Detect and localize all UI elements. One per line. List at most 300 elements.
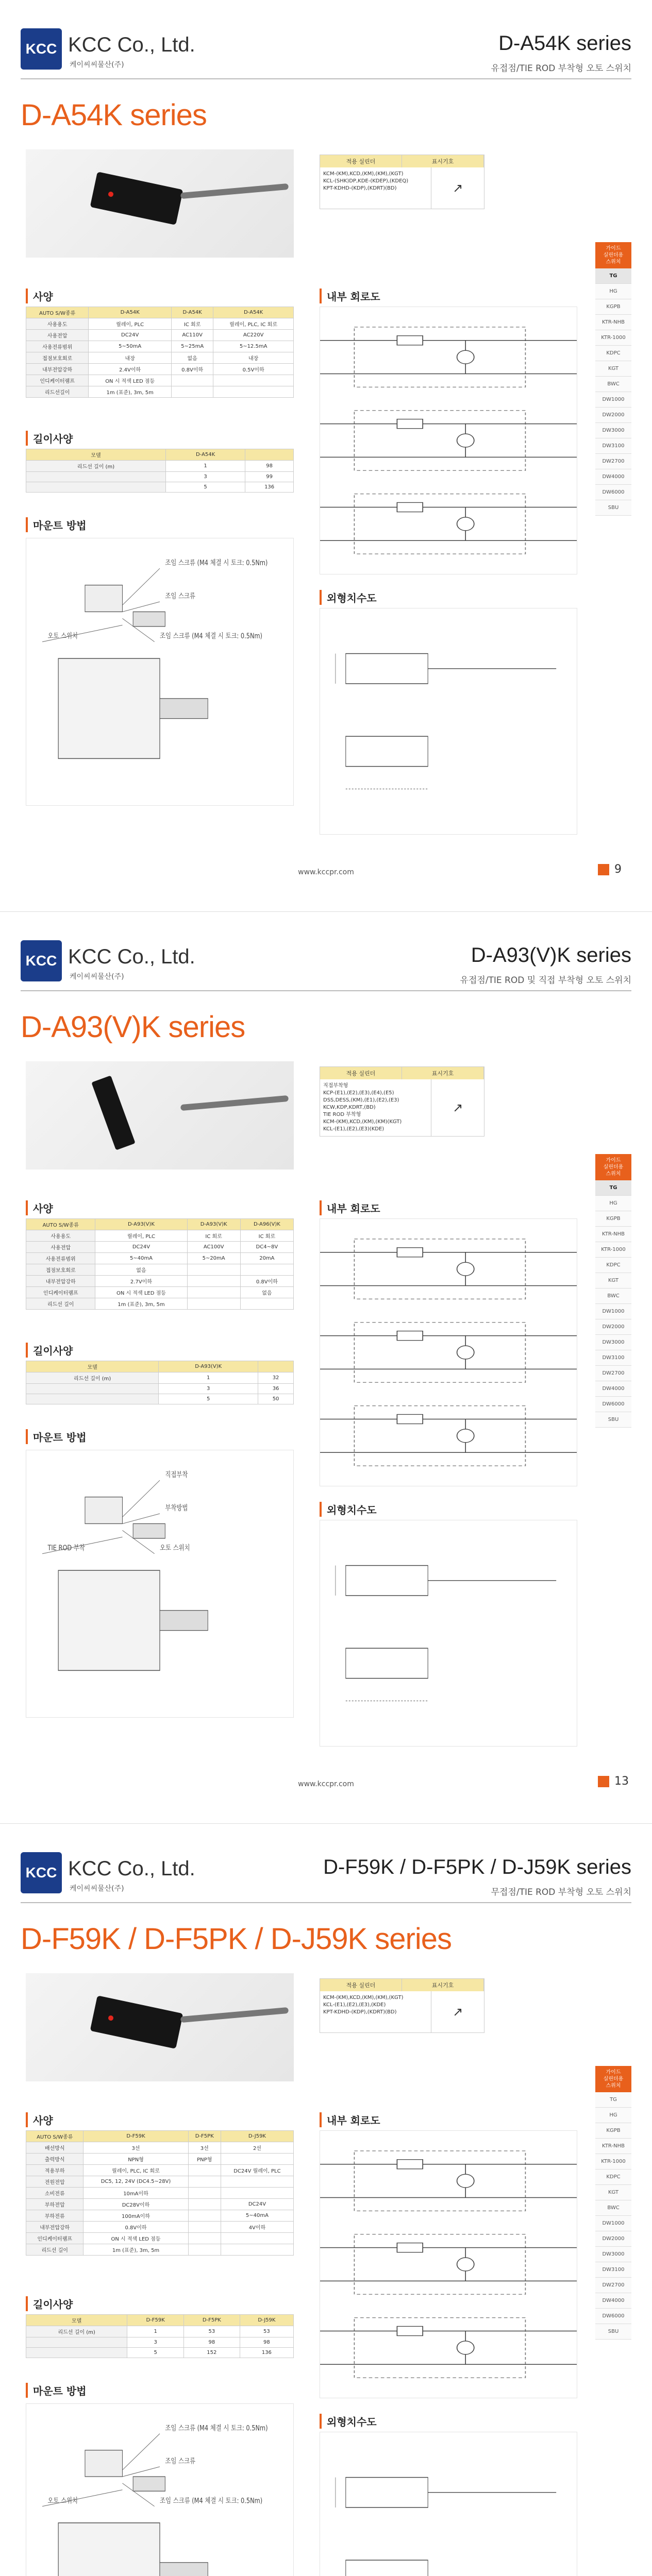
box-header-cell: 표시기호: [402, 1067, 484, 1079]
row-header: 리드선 길이: [26, 2244, 83, 2256]
side-tab-item[interactable]: DW3100: [595, 1350, 631, 1366]
table-cell: ON 시 적색 LED 점등: [83, 2233, 188, 2244]
table-cell: [221, 2176, 293, 2188]
table-cell: 98: [183, 2337, 240, 2348]
table-cell: 1m (표준), 3m, 5m: [83, 2244, 188, 2256]
side-tab-item[interactable]: KGT: [595, 1273, 631, 1289]
side-tab-item[interactable]: KTR-1000: [595, 330, 631, 346]
box-header-cell: 적용 실린더: [320, 155, 402, 167]
table-row: [26, 2142, 294, 2154]
switch-symbol-icon: ↗: [453, 2005, 463, 2019]
mount-heading: 마운트 방법: [26, 517, 87, 532]
dimension-heading: 외형치수도: [320, 590, 377, 605]
row-header: 리드선 길이 (m): [26, 1372, 159, 1384]
table-cell: AC220V: [213, 330, 294, 341]
table-cell: 0.5V이하: [213, 364, 294, 375]
column-header: [245, 449, 294, 461]
table-row: [26, 2337, 294, 2348]
table-row: [26, 2348, 294, 2358]
side-tab-item[interactable]: SBU: [595, 500, 631, 516]
spec-table-header-row: [26, 307, 294, 318]
switch-outline: [346, 2560, 428, 2576]
leader-line: [122, 2467, 160, 2477]
resistor: [397, 2326, 423, 2335]
switch-outline: [346, 2478, 428, 2507]
side-tab-item[interactable]: DW2700: [595, 2278, 631, 2293]
table-cell: 5: [127, 2348, 184, 2358]
footer-url: www.kccpr.com: [298, 1780, 354, 1788]
row-header: 리드선 길이 (m): [26, 2326, 127, 2337]
table-cell: 1: [127, 2326, 184, 2337]
product-photo: [26, 1973, 294, 2081]
circuit-block: [354, 411, 525, 471]
circuit-diagram-svg: [320, 1219, 577, 1486]
switch-outline: [346, 1648, 428, 1678]
circuit-heading: 내부 회로도: [320, 2112, 380, 2127]
dimension-drawing: [320, 2432, 577, 2576]
row-header: 사용용도: [26, 1230, 95, 1242]
table-cell: 5~40mA: [221, 2210, 293, 2222]
side-tab-item[interactable]: TG: [595, 268, 631, 284]
spec-table: [26, 307, 294, 398]
table-cell: 내장: [89, 352, 172, 364]
table-row: [26, 461, 294, 472]
table-cell: 없음: [240, 1287, 293, 1298]
table-cell: [213, 375, 294, 386]
table-cell: 36: [258, 1384, 294, 1394]
side-tab-item[interactable]: DW2000: [595, 2231, 631, 2247]
row-header: 인디케이터램프: [26, 1287, 95, 1298]
table-row: [26, 2188, 294, 2199]
side-index-tab: [595, 1154, 631, 1428]
table-cell: 3: [165, 472, 245, 482]
table-row: [26, 1253, 294, 1264]
column-header: D-F59K: [83, 2131, 188, 2142]
side-tab-item[interactable]: KDPC: [595, 1258, 631, 1273]
auto-switch: [133, 612, 165, 626]
row-header: 사용용도: [26, 318, 89, 330]
column-header: D-F59K: [127, 2315, 184, 2326]
led-symbol: [457, 2258, 474, 2271]
table-cell: 136: [240, 2348, 293, 2358]
table-cell: DC4~8V: [240, 1242, 293, 1253]
row-header: 전원전압: [26, 2176, 83, 2188]
side-tab-item[interactable]: KTR-NHB: [595, 315, 631, 330]
side-tab-item[interactable]: HG: [595, 2108, 631, 2123]
mount-diagram-svg: [26, 1450, 293, 1717]
column-header: AUTO S/W종류: [26, 2131, 83, 2142]
table-cell: ON 시 적색 LED 점등: [95, 1287, 187, 1298]
auto-switch: [133, 1523, 165, 1538]
circuit-block: [354, 1323, 525, 1383]
leader-line: [122, 2434, 160, 2470]
applicable-cylinder-body: [320, 1991, 484, 2032]
table-row: [26, 1287, 294, 1298]
table-row: [26, 341, 294, 352]
mount-label: 오토 스위치: [47, 632, 78, 641]
side-tab-item[interactable]: SBU: [595, 2324, 631, 2340]
table-cell: [188, 2210, 221, 2222]
table-cell: [240, 1264, 293, 1276]
product-photo: [26, 149, 294, 258]
table-cell: 10mA이하: [83, 2188, 188, 2199]
mount-diagram: [26, 2403, 294, 2576]
led-symbol: [457, 434, 474, 447]
header-divider: [21, 990, 631, 991]
table-cell: DC5, 12, 24V (DC4.5~28V): [83, 2176, 188, 2188]
table-cell: IC 회로: [240, 1230, 293, 1242]
mount-diagram: [26, 538, 294, 806]
table-cell: 3선: [83, 2142, 188, 2154]
applicable-models: KCM-(KM),KCD,(KM),(KM),(KGT) KCL-(E1),(E2),(E3),(KDE) KPT-KDHD-(KDP),(KDRT)(BD): [320, 1991, 431, 2032]
side-tab-item[interactable]: DW1000: [595, 2216, 631, 2231]
table-cell: 0.8V이하: [83, 2222, 188, 2233]
side-tab-item[interactable]: DW2000: [595, 408, 631, 423]
length-table-header-row: [26, 1361, 294, 1372]
column-header: D-A93(V)K: [187, 1219, 240, 1230]
company-name: KCC Co., Ltd.: [68, 1857, 195, 1880]
table-cell: PNP형: [188, 2154, 221, 2165]
product-title: D-A54K series: [21, 98, 207, 132]
applicable-cylinder-body: [320, 167, 484, 209]
cylinder-body: [58, 658, 160, 758]
side-tab-item[interactable]: DW3000: [595, 423, 631, 438]
applicable-models: KCM-(KM),KCD,(KM),(KM),(KGT) KCL-(SHK)DP,KDE-(KDEP),(KDEQ) KPT-KDHD-(KDP),(KDRT)(BD): [320, 167, 431, 209]
side-tab-item[interactable]: KDPC: [595, 346, 631, 361]
side-tab-item[interactable]: DW4000: [595, 2293, 631, 2309]
side-tab-item[interactable]: KGPB: [595, 1211, 631, 1227]
product-title: D-A93(V)K series: [21, 1010, 245, 1044]
switch-bracket: [85, 2450, 123, 2477]
section-subtitle: 유접점/TIE ROD 및 직접 부착형 오토 스위치: [460, 975, 631, 986]
table-cell: 1m (표준), 3m, 5m: [95, 1298, 187, 1310]
side-tab-item[interactable]: HG: [595, 284, 631, 299]
table-row: [26, 2233, 294, 2244]
row-header: 부하전압: [26, 2199, 83, 2210]
side-tab-item[interactable]: DW1000: [595, 392, 631, 408]
mount-label: 조임 스크류 (M4 체결 시 토크: 0.5Nm): [165, 2424, 268, 2433]
page-header: [0, 927, 652, 994]
circuit-block: [354, 494, 525, 554]
applicable-cylinder-box: [320, 155, 484, 209]
table-row: [26, 2326, 294, 2337]
circuit-heading: 내부 회로도: [320, 289, 380, 303]
table-row: [26, 386, 294, 398]
side-tab-item[interactable]: DW3100: [595, 2262, 631, 2278]
table-cell: 53: [240, 2326, 293, 2337]
row-header: [26, 1384, 159, 1394]
dimension-drawing-svg: [320, 1520, 577, 1746]
table-cell: 20mA: [240, 1253, 293, 1264]
side-tab-item[interactable]: DW2000: [595, 1319, 631, 1335]
side-tab-item[interactable]: KTR-NHB: [595, 2139, 631, 2154]
row-header: 내부전압강하: [26, 2222, 83, 2233]
side-tab-item[interactable]: DW3000: [595, 1335, 631, 1350]
catalog-page: [0, 0, 652, 912]
length-table-header-row: [26, 2315, 294, 2326]
mount-label: 직접부착: [165, 1470, 188, 1480]
table-cell: AC100V: [187, 1242, 240, 1253]
resistor: [397, 2243, 423, 2252]
cylinder-body: [58, 2523, 160, 2576]
table-cell: 99: [245, 472, 294, 482]
company-subtitle: 케이씨씨물산(주): [70, 973, 124, 981]
side-tab-item[interactable]: KDPC: [595, 2170, 631, 2185]
table-cell: 내장: [213, 352, 294, 364]
row-header: 리드선 길이 (m): [26, 461, 166, 472]
side-tab-item[interactable]: DW6000: [595, 485, 631, 500]
table-cell: [188, 2199, 221, 2210]
side-tab-item[interactable]: KGPB: [595, 299, 631, 315]
side-tab-item[interactable]: BWC: [595, 377, 631, 392]
company-logo: KCC: [21, 1852, 62, 1893]
row-header: 배선방식: [26, 2142, 83, 2154]
side-tab-item[interactable]: KTR-NHB: [595, 1227, 631, 1242]
side-tab-item[interactable]: KTR-1000: [595, 2154, 631, 2170]
box-header-cell: 적용 실린더: [320, 1067, 402, 1079]
resistor: [397, 1331, 423, 1341]
table-cell: DC24V: [221, 2199, 293, 2210]
led-symbol: [457, 1429, 474, 1443]
table-row: [26, 2210, 294, 2222]
cylinder-body: [58, 1570, 160, 1670]
table-cell: 없음: [172, 352, 213, 364]
table-row: [26, 482, 294, 493]
row-header: 사용전압: [26, 330, 89, 341]
table-row: [26, 375, 294, 386]
led-symbol: [457, 517, 474, 531]
table-cell: [221, 2154, 293, 2165]
applicable-cylinder-box: [320, 1066, 484, 1137]
mount-diagram-svg: [26, 538, 293, 805]
column-header: D-A93(V)K: [95, 1219, 187, 1230]
side-tab-item[interactable]: SBU: [595, 1412, 631, 1428]
table-cell: 릴레이, PLC, IC 회로: [213, 318, 294, 330]
table-cell: 5~40mA: [95, 1253, 187, 1264]
section-subtitle: 유접점/TIE ROD 부착형 오토 스위치: [491, 63, 631, 74]
spec-heading: 사양: [26, 289, 53, 303]
dimension-drawing-svg: [320, 2432, 577, 2576]
spec-table: [26, 2130, 294, 2256]
table-cell: [172, 386, 213, 398]
table-row: [26, 2199, 294, 2210]
mount-heading: 마운트 방법: [26, 2383, 87, 2398]
table-cell: 2.7V이하: [95, 1276, 187, 1287]
sensor-cable: [180, 1095, 289, 1111]
side-tab-item[interactable]: DW4000: [595, 469, 631, 485]
side-tab-item[interactable]: KTR-1000: [595, 1242, 631, 1258]
page-marker-icon: [598, 864, 609, 875]
side-tab-item[interactable]: HG: [595, 1196, 631, 1211]
table-row: [26, 1264, 294, 1276]
box-header-cell: 표시기호: [402, 1979, 484, 1991]
header-divider: [21, 78, 631, 79]
leader-line: [122, 1480, 160, 1517]
table-row: [26, 1298, 294, 1310]
side-tab-item[interactable]: DW3000: [595, 2247, 631, 2262]
table-cell: [172, 375, 213, 386]
table-cell: 32: [258, 1372, 294, 1384]
mount-diagram-svg: [26, 2404, 293, 2576]
header-divider: [21, 1902, 631, 1903]
side-tab-item[interactable]: DW2700: [595, 454, 631, 469]
table-row: [26, 1242, 294, 1253]
side-tab-item[interactable]: TG: [595, 2092, 631, 2108]
table-cell: DC28V이하: [83, 2199, 188, 2210]
row-header: 리드선 길이: [26, 1298, 95, 1310]
resistor: [397, 1248, 423, 1257]
side-tab-item[interactable]: DW1000: [595, 1304, 631, 1319]
row-header: 인디케이터램프: [26, 375, 89, 386]
applicable-cylinder-header: [320, 1067, 484, 1079]
row-header: 사용전류범위: [26, 341, 89, 352]
table-cell: 3: [127, 2337, 184, 2348]
table-cell: 53: [183, 2326, 240, 2337]
page-number: 13: [614, 1775, 629, 1788]
table-row: [26, 1372, 294, 1384]
column-header: AUTO S/W종류: [26, 1219, 95, 1230]
column-header: D-A54K: [89, 307, 172, 318]
leader-line: [122, 1514, 160, 1523]
table-row: [26, 330, 294, 341]
row-header: [26, 2337, 127, 2348]
table-cell: 136: [245, 482, 294, 493]
length-heading: 길이사양: [26, 1343, 73, 1358]
dimension-heading: 외형치수도: [320, 1502, 377, 1517]
side-tab-item[interactable]: DW6000: [595, 1397, 631, 1412]
switch-outline: [346, 654, 428, 684]
table-row: [26, 2244, 294, 2256]
table-cell: [221, 2244, 293, 2256]
table-cell: [240, 1298, 293, 1310]
column-header: 모델: [26, 1361, 159, 1372]
circuit-diagram: [320, 2130, 577, 2398]
table-row: [26, 318, 294, 330]
sensor-body: [90, 172, 183, 225]
spec-table-header-row: [26, 2131, 294, 2142]
page-header: [0, 1839, 652, 1906]
row-header: 접점보호회로: [26, 1264, 95, 1276]
table-cell: 98: [240, 2337, 293, 2348]
side-tab-item[interactable]: DW2700: [595, 1366, 631, 1381]
row-header: [26, 482, 166, 493]
length-table-header-row: [26, 449, 294, 461]
side-tab-header: 가이드 실린더용 스위치: [595, 1154, 631, 1180]
table-cell: [221, 2233, 293, 2244]
table-row: [26, 1384, 294, 1394]
section-subtitle: 무접점/TIE ROD 부착형 오토 스위치: [491, 1887, 631, 1897]
table-cell: [188, 2233, 221, 2244]
table-cell: DC24V: [95, 1242, 187, 1253]
circuit-block: [354, 2151, 525, 2211]
sensor-body: [90, 1995, 183, 2049]
column-header: D-F5PK: [183, 2315, 240, 2326]
side-tab-item[interactable]: KGPB: [595, 2123, 631, 2139]
side-tab-item[interactable]: BWC: [595, 1289, 631, 1304]
length-heading: 길이사양: [26, 2296, 73, 2311]
dimension-drawing-svg: [320, 608, 577, 834]
row-header: 내부전압강하: [26, 364, 89, 375]
table-cell: 0.8V이하: [240, 1276, 293, 1287]
led-symbol: [457, 2341, 474, 2354]
table-cell: 릴레이, PLC: [95, 1230, 187, 1242]
led-symbol: [457, 1262, 474, 1276]
row-header: 부하전류: [26, 2210, 83, 2222]
table-cell: 1: [159, 1372, 258, 1384]
led-symbol: [457, 2174, 474, 2188]
side-tab-item[interactable]: DW4000: [595, 1381, 631, 1397]
switch-symbol-icon: ↗: [453, 1100, 463, 1115]
side-tab-item[interactable]: BWC: [595, 2200, 631, 2216]
length-table: [26, 1361, 294, 1404]
table-row: [26, 2222, 294, 2233]
switch-bracket: [85, 1497, 123, 1524]
side-tab-item[interactable]: DW6000: [595, 2309, 631, 2324]
row-header: 내부전압강하: [26, 1276, 95, 1287]
table-cell: [187, 1264, 240, 1276]
table-row: [26, 1276, 294, 1287]
mount-label: 조임 스크류: [165, 592, 195, 601]
table-cell: [187, 1298, 240, 1310]
piston-rod: [160, 2563, 208, 2576]
row-header: [26, 2348, 127, 2358]
product-title: D-F59K / D-F5PK / D-J59K series: [21, 1922, 452, 1956]
table-row: [26, 364, 294, 375]
applicable-cylinder-box: [320, 1978, 484, 2033]
company-name: KCC Co., Ltd.: [68, 945, 195, 968]
side-tab-item[interactable]: KGT: [595, 2185, 631, 2200]
applicable-cylinder-body: [320, 1079, 484, 1136]
dimension-drawing: [320, 608, 577, 835]
row-header: 접점보호회로: [26, 352, 89, 364]
applicable-cylinder-header: [320, 1979, 484, 1991]
box-header-cell: 적용 실린더: [320, 1979, 402, 1991]
table-row: [26, 2165, 294, 2176]
auto-switch: [133, 2477, 165, 2491]
column-header: D-J59K: [221, 2131, 293, 2142]
length-table: [26, 2314, 294, 2358]
mount-diagram: [26, 1450, 294, 1718]
section-title: D-F59K / D-F5PK / D-J59K series: [323, 1856, 631, 1878]
side-tab-item[interactable]: KGT: [595, 361, 631, 377]
mount-label: 조임 스크류: [165, 2457, 195, 2466]
leader-line: [122, 602, 160, 612]
page-number: 9: [614, 863, 622, 876]
catalog-page: [0, 1824, 652, 2576]
circuit-block: [354, 2318, 525, 2378]
sensor-cable: [180, 183, 289, 199]
table-cell: 4V이하: [221, 2222, 293, 2233]
page-marker-icon: [598, 1776, 609, 1787]
length-heading: 길이사양: [26, 431, 73, 446]
catalog-page: [0, 912, 652, 1824]
table-row: [26, 1394, 294, 1404]
switch-bracket: [85, 585, 123, 612]
table-row: [26, 2176, 294, 2188]
row-header: 사용전압: [26, 1242, 95, 1253]
table-cell: [187, 1287, 240, 1298]
resistor: [397, 336, 423, 345]
circuit-diagram-svg: [320, 307, 577, 574]
side-tab-item[interactable]: TG: [595, 1180, 631, 1196]
sensor-cable: [180, 2007, 289, 2023]
circuit-block: [354, 1239, 525, 1299]
table-cell: [188, 2222, 221, 2233]
side-tab-item[interactable]: DW3100: [595, 438, 631, 454]
table-cell: [188, 2188, 221, 2199]
column-header: D-A54K: [165, 449, 245, 461]
mount-label: TIE ROD 부착: [47, 1544, 85, 1553]
